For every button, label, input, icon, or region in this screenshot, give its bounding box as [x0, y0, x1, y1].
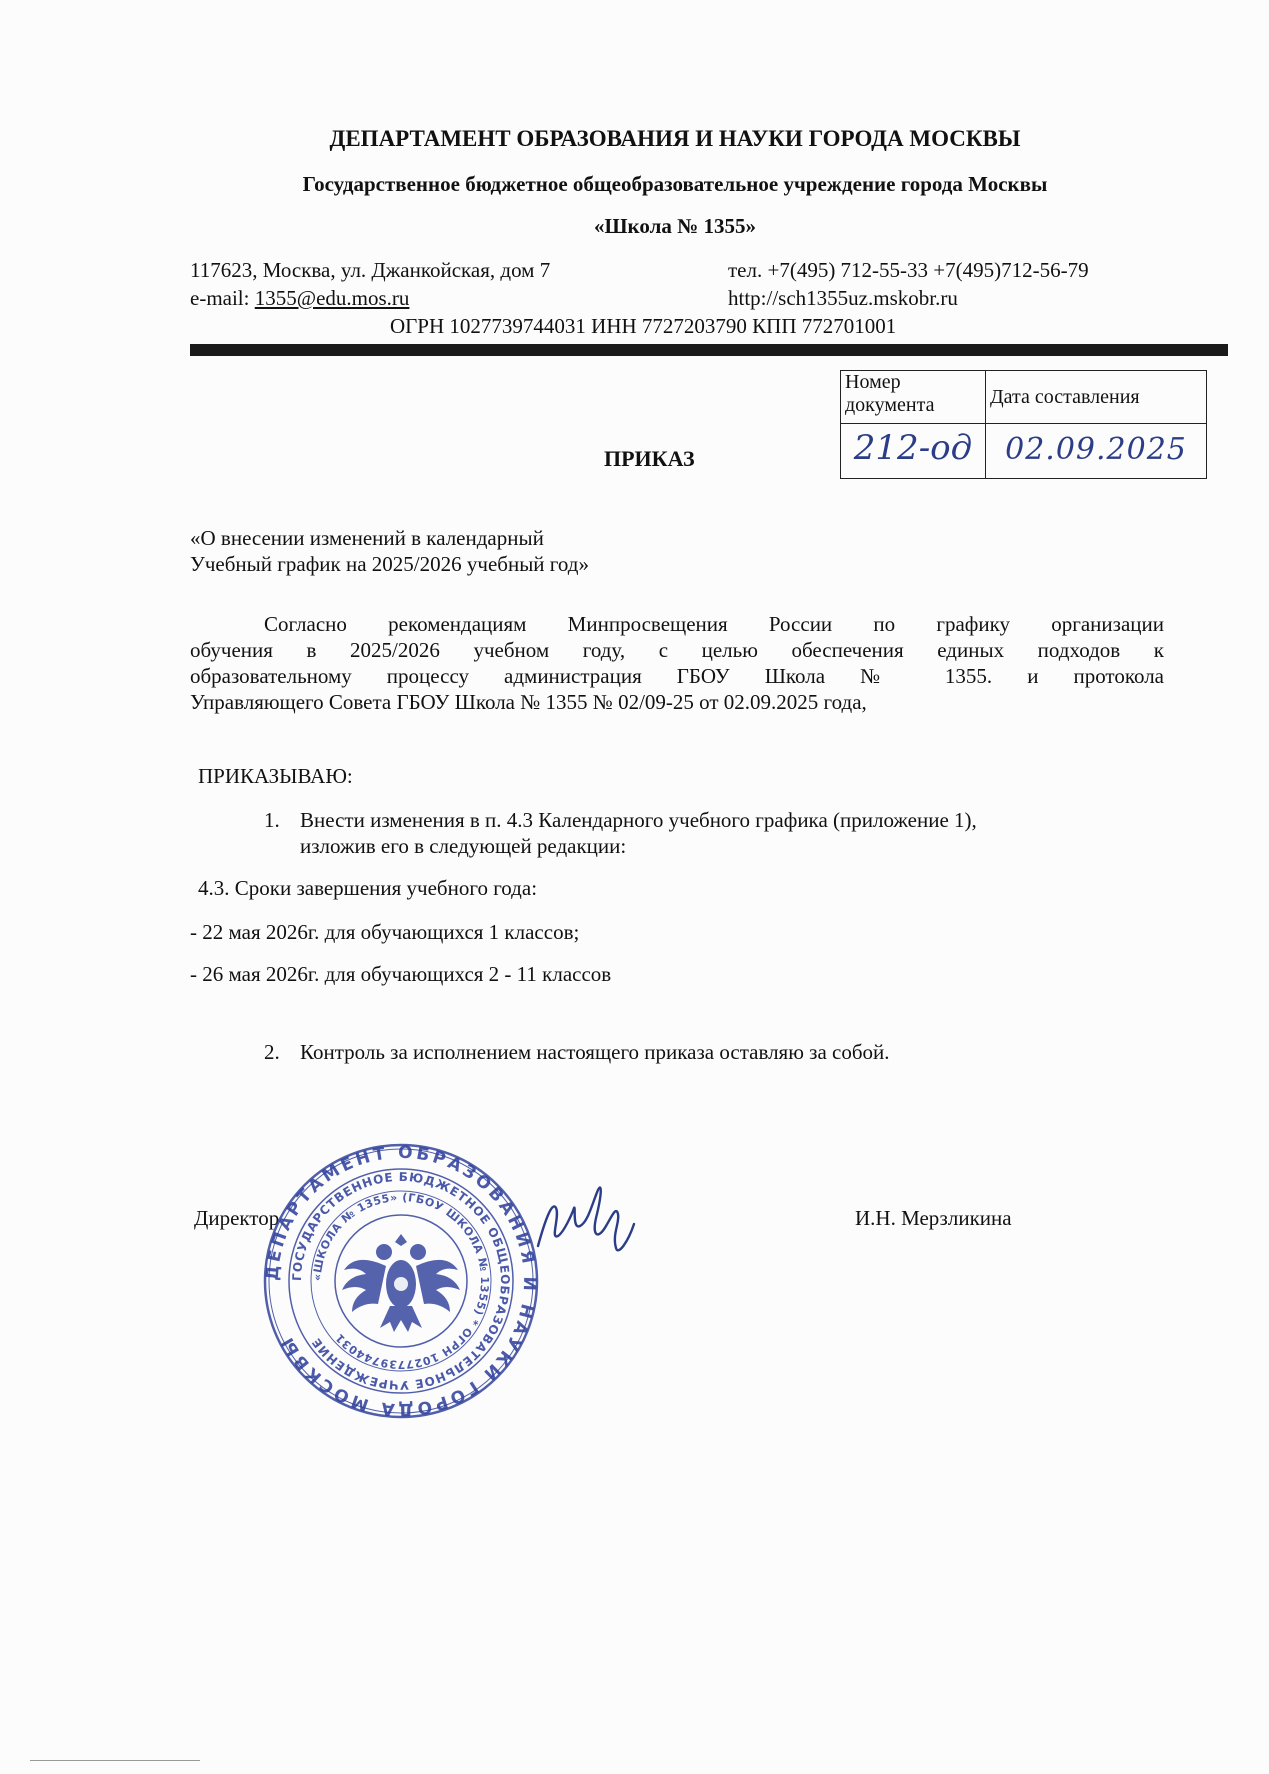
registry-numbers: ОГРН 1027739744031 ИНН 7727203790 КПП 772701001: [390, 314, 897, 338]
body-line-1: Согласно рекомендациям Минпросвещения России по графику организации: [264, 612, 1164, 636]
email-line: [190, 286, 409, 311]
phone: тел. +7(495) 712-55-33 +7(495)712-56-79: [728, 258, 1089, 282]
order-word: ПРИКАЗЫВАЮ:: [198, 764, 353, 788]
signatory-name: И.Н. Мерзликина: [855, 1206, 1012, 1230]
email-link[interactable]: 1355@edu.mos.ru: [254, 286, 410, 310]
stamp-outer-text: ДЕПАРТАМЕНТ ОБРАЗОВАНИЯ И НАУКИ ГОРОДА МОСКВЫ: [262, 1142, 540, 1420]
scan-edge-line: [30, 1760, 200, 1761]
stamp-inner-text: «ШКОЛА № 1355» (ГБОУ ШКОЛА № 1355) * ОГРН 1027739744031: [310, 1190, 492, 1372]
item-1-line-1: Внести изменения в п. 4.3 Календарного учебного графика (приложение 1),: [300, 808, 977, 832]
signatory-role: Директор: [194, 1206, 280, 1230]
item-1-line-2: изложив его в следующей редакции:: [300, 834, 627, 858]
email-prefix: e-mail:: [190, 286, 255, 310]
website[interactable]: http://sch1355uz.mskobr.ru: [728, 286, 958, 310]
official-stamp: [262, 1142, 540, 1420]
school-heading: «Школа № 1355»: [594, 214, 756, 238]
body-line-3: образовательному процессу администрация ГБОУ Школа № 1355. и протокола: [190, 664, 1164, 688]
director-signature: [532, 1178, 640, 1260]
body-line-4: Управляющего Совета ГБОУ Школа № 1355 № 02/09-25 от 02.09.2025 года,: [190, 690, 867, 714]
number-value-cell: [841, 424, 986, 479]
date-value-cell: [986, 424, 1207, 479]
date-value: 02.09.2025: [1005, 431, 1187, 467]
address: 117623, Москва, ул. Джанкойская, дом 7: [190, 258, 551, 282]
header-rule: [190, 344, 1228, 356]
number-header: Номер документа: [841, 371, 986, 424]
order-title: ПРИКАЗ: [604, 446, 695, 471]
clause-title: 4.3. Сроки завершения учебного года:: [198, 876, 538, 900]
stamp-middle-text: ГОСУДАРСТВЕННОЕ БЮДЖЕТНОЕ ОБЩЕОБРАЗОВАТЕЛЬНОЕ УЧРЕЖДЕНИЕ: [289, 1169, 513, 1393]
number-value: 212-од: [853, 428, 973, 468]
subject-line-2: Учебный график на 2025/2026 учебный год»: [190, 552, 589, 576]
date-header: Дата составления: [986, 371, 1207, 424]
document-meta-table: [840, 370, 1207, 479]
clause-b: - 26 мая 2026г. для обучающихся 2 - 11 классов: [190, 962, 612, 986]
department-heading: ДЕПАРТАМЕНТ ОБРАЗОВАНИЯ И НАУКИ ГОРОДА МОСКВЫ: [329, 126, 1021, 151]
body-line-2: обучения в 2025/2026 учебном году, с целью обеспечения единых подходов к: [190, 638, 1164, 662]
item-2-number: 2.: [264, 1040, 280, 1064]
clause-a: - 22 мая 2026г. для обучающихся 1 классов;: [190, 920, 580, 944]
institution-heading: Государственное бюджетное общеобразовательное учреждение города Москвы: [302, 172, 1048, 196]
item-1-number: 1.: [264, 808, 280, 832]
subject-line-1: «О внесении изменений в календарный: [190, 526, 544, 550]
item-2-text: Контроль за исполнением настоящего приказа оставляю за собой.: [300, 1040, 890, 1064]
